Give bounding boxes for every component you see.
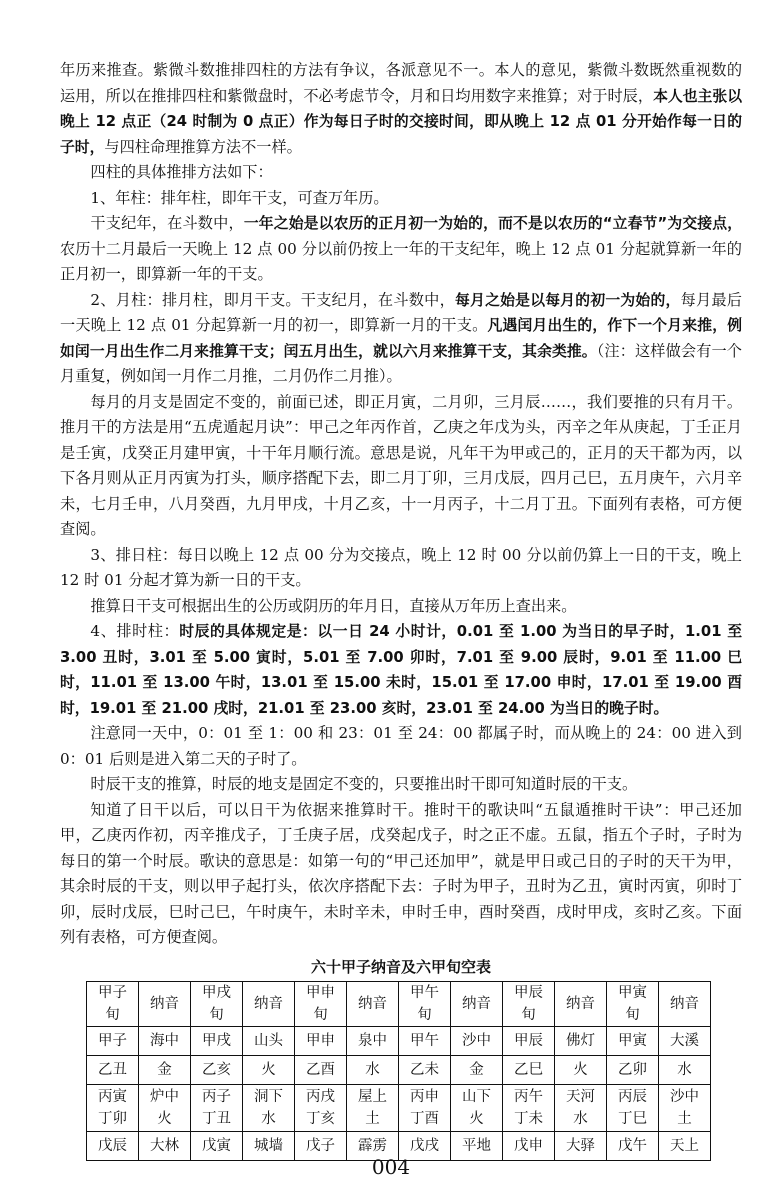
table-cell-text: 纳音 <box>566 995 595 1012</box>
table-cell-text: 戊子 <box>306 1137 335 1154</box>
table-cell-text: 丙寅 <box>98 1088 127 1105</box>
table-cell <box>295 1026 347 1055</box>
paragraph <box>60 58 742 160</box>
table-cell-text: 旬 <box>625 1006 640 1023</box>
table-cell-text: 丁亥 <box>306 1110 335 1127</box>
table-cell <box>607 1026 659 1055</box>
table-cell-text: 乙未 <box>410 1061 439 1078</box>
table-title: 六十甲子纳音及六甲旬空表 <box>310 957 491 976</box>
table-cell <box>191 1055 243 1084</box>
table-cell-text: 戊辰 <box>98 1137 127 1154</box>
table-cell <box>347 1084 399 1131</box>
table-cell-text: 金 <box>157 1061 172 1078</box>
table-cell-text: 甲寅 <box>618 984 647 1001</box>
table-cell-text: 甲子 <box>98 984 127 1001</box>
jiazi-nayin-table <box>86 981 711 1161</box>
table-header-cell <box>503 981 555 1026</box>
table-cell-text: 沙中 <box>670 1088 699 1105</box>
table-cell <box>295 1084 347 1131</box>
table-cell <box>243 1055 295 1084</box>
table-cell <box>347 1026 399 1055</box>
table-cell-text: 戊午 <box>618 1137 647 1154</box>
table-cell-text: 沙中 <box>462 1032 491 1049</box>
table-cell-text: 土 <box>365 1110 380 1127</box>
table-cell <box>555 1026 607 1055</box>
table-header-cell <box>87 981 139 1026</box>
text-run: （注：这样做会有一个月重复，例如闰一月作二月推，二月仍作二月推）。 <box>60 341 742 385</box>
table-header-cell <box>451 981 503 1026</box>
table-row <box>87 1084 711 1131</box>
table-cell-text: 炉中 <box>150 1088 179 1105</box>
table-header-cell <box>139 981 191 1026</box>
document-page <box>60 58 742 1161</box>
table-cell <box>243 1026 295 1055</box>
text-run: 干支纪年，在斗数中， <box>90 214 244 232</box>
table-cell-text: 旬 <box>209 1006 224 1023</box>
table-cell-text: 平地 <box>462 1137 491 1154</box>
table-header-cell <box>295 981 347 1026</box>
text-run: 4、排时柱： <box>90 622 180 640</box>
table-header-cell <box>347 981 399 1026</box>
table-cell <box>191 1026 243 1055</box>
table-cell-text: 水 <box>677 1061 692 1078</box>
table-cell <box>87 1084 139 1131</box>
table-cell-text: 戊申 <box>514 1137 543 1154</box>
table-cell-text: 甲辰 <box>514 1032 543 1049</box>
table-cell-text: 火 <box>157 1110 172 1127</box>
table-cell <box>191 1084 243 1131</box>
table-cell-text: 甲子 <box>98 1032 127 1049</box>
table-cell <box>555 1055 607 1084</box>
table-cell-text: 丁未 <box>514 1110 543 1127</box>
page-number: 004 <box>371 1155 411 1179</box>
table-cell-text: 纳音 <box>670 995 699 1012</box>
paragraph <box>60 543 742 594</box>
table-cell <box>139 1055 191 1084</box>
table-cell-text: 纳音 <box>150 995 179 1012</box>
table-cell <box>295 1055 347 1084</box>
table-cell-text: 海中 <box>150 1032 179 1049</box>
table-cell-text: 霹雳 <box>358 1137 387 1154</box>
paragraph <box>60 288 742 390</box>
table-cell-text: 大驿 <box>566 1137 595 1154</box>
bold-text-run: 每月之始是以每月的初一为始的， <box>455 291 681 309</box>
table-cell-text: 火 <box>261 1061 276 1078</box>
table-cell-text: 金 <box>469 1061 484 1078</box>
table-cell <box>503 1055 555 1084</box>
table-cell-text: 纳音 <box>462 995 491 1012</box>
table-cell <box>139 1084 191 1131</box>
table-cell-text: 佛灯 <box>566 1032 595 1049</box>
table-cell-text: 屋上 <box>358 1088 387 1105</box>
table-header-cell <box>555 981 607 1026</box>
text-run: 农历十二月最后一天晚上 12 点 00 分以前仍按上一年的干支纪年，晚上 12 点 01 分起就算新一年的正月初一，即算新一年的干支。 <box>60 239 742 283</box>
table-cell-text: 丙午 <box>514 1088 543 1105</box>
paragraph <box>60 798 742 951</box>
text-run: 时辰干支的推算，时辰的地支是固定不变的，只要推出时干即可知道时辰的干支。 <box>90 775 638 793</box>
table-cell-text: 甲午 <box>410 1032 439 1049</box>
text-run: 每月最后一天晚上 12 点 01 分起算新一月的初一，即算新一月的干支。 <box>60 290 742 334</box>
table-cell-text: 甲戌 <box>202 1032 231 1049</box>
text-run: 四柱的具体推排方法如下： <box>90 163 273 181</box>
table-cell <box>607 1055 659 1084</box>
table-cell-text: 纳音 <box>358 995 387 1012</box>
table-cell-text: 水 <box>573 1110 588 1127</box>
table-cell <box>347 1055 399 1084</box>
table-header-cell <box>243 981 295 1026</box>
table-cell <box>451 1055 503 1084</box>
table-cell-text: 旬 <box>313 1006 328 1023</box>
text-run: 3、排日柱：每日以晚上 12 点 00 分为交接点，晚上 12 时 00 分以前仍算上一日的干支，晚上 12 时 01 分起才算为新一日的干支。 <box>60 545 742 589</box>
table-cell-text: 甲申 <box>306 1032 335 1049</box>
table-cell <box>139 1026 191 1055</box>
text-run: 注意同一天中，0：01 至 1：00 和 23：01 至 24：00 都属子时，而从晚上的 24：00 进入到 0：01 后则是进入第二天的子时了。 <box>60 724 742 768</box>
table-cell-text: 丙子 <box>202 1088 231 1105</box>
table-cell-text: 旬 <box>417 1006 432 1023</box>
paragraph <box>60 721 742 772</box>
table-cell-text: 旬 <box>105 1006 120 1023</box>
table-cell-text: 乙卯 <box>618 1061 647 1078</box>
text-run: 年历来推查。紫微斗数推排四柱的方法有争议，各派意见不一。本人的意见，紫微斗数既然重视数的运用，所以在推排四柱和紫微盘时，不必考虑节令，月和日均用数字来推算；对于时辰， <box>60 61 742 105</box>
text-run: 1、年柱：排年柱，即年干支，可查万年历。 <box>90 188 389 207</box>
table-cell-text: 洞下 <box>254 1088 283 1105</box>
paragraph <box>60 772 742 798</box>
table-cell <box>243 1084 295 1131</box>
table-cell-text: 乙亥 <box>202 1061 231 1078</box>
table-cell <box>659 1055 711 1084</box>
table-cell <box>451 1084 503 1131</box>
table-header-cell <box>191 981 243 1026</box>
text-run: 2、月柱：排月柱，即月干支。干支纪月，在斗数中， <box>90 290 456 309</box>
body-text <box>60 58 742 951</box>
table-cell <box>503 1084 555 1131</box>
table-cell <box>87 1055 139 1084</box>
table-cell <box>87 1026 139 1055</box>
table-cell-text: 戊寅 <box>202 1137 231 1154</box>
table-cell-text: 丁巳 <box>618 1110 647 1127</box>
table-cell-text: 丁丑 <box>202 1110 231 1127</box>
bold-text-run: 凡遇闰月出生的，作下一个月来推，例如闰一月出生作二月来推算干支；闰五月出生，就以六月来推算干支，其余类推。 <box>60 317 742 360</box>
table-cell-text: 旬 <box>521 1006 536 1023</box>
table-header-cell <box>607 981 659 1026</box>
table-cell-text: 甲寅 <box>618 1032 647 1049</box>
table-header-cell <box>399 981 451 1026</box>
table-header-row <box>87 981 711 1026</box>
table-cell-text: 山头 <box>254 1032 283 1049</box>
table-cell-text: 水 <box>261 1110 276 1127</box>
table-row <box>87 1055 711 1084</box>
table-cell-text: 甲申 <box>306 984 335 1001</box>
table-cell <box>503 1026 555 1055</box>
paragraph <box>60 594 742 620</box>
table-cell-text: 火 <box>469 1110 484 1127</box>
paragraph <box>60 160 742 186</box>
table-cell-text: 泉中 <box>358 1032 387 1049</box>
table-cell-text: 天上 <box>670 1137 699 1154</box>
table-cell-text: 甲辰 <box>514 984 543 1001</box>
paragraph <box>60 619 742 721</box>
table-cell <box>607 1084 659 1131</box>
bold-text-run: 时辰的具体规定是：以一日 24 小时计，0.01 至 1.00 为当日的早子时，1.01 至 3.00 丑时，3.01 至 5.00 寅时，5.01 至 7.00 卯时，7.01 至 9.00 辰时，9.01 至 11.00 巳时，11.01 至 13.00 午时，13.01 至 15.00 未时，15.01 至 17.00 申时，17.01 至 19.00 酉时，19.01 至 21.00 戌时，21.01 至 23.00 亥时，23.01 至 24.00 为当日的晚子时。 <box>60 623 742 717</box>
table-cell <box>399 1084 451 1131</box>
table-row <box>87 1026 711 1055</box>
table-cell-text: 纳音 <box>254 995 283 1012</box>
table-cell-text: 大溪 <box>670 1032 699 1049</box>
table-cell-text: 土 <box>677 1110 692 1127</box>
bold-text-run: 本人也主张以晚上 12 点正（24 时制为 0 点正）作为每日子时的交接时间，即从晚上 12 点 01 分开始作每一日的子时， <box>60 87 742 156</box>
table-cell-text: 甲戌 <box>202 984 231 1001</box>
table-cell <box>399 1055 451 1084</box>
table-cell-text: 丁酉 <box>410 1110 439 1127</box>
text-run: 与四柱命理推算方法不一样。 <box>104 137 302 156</box>
text-run: 推算日干支可根据出生的公历或阴历的年月日，直接从万年历上查出来。 <box>90 596 577 615</box>
text-run: 每月的月支是固定不变的，前面已述，即正月寅，二月卯，三月辰……，我们要推的只有月干。推月干的方法是用“五虎遁起月诀”：甲己之年丙作首，乙庚之年戊为头，丙辛之年从庚起，丁壬正月是壬寅，戊癸正月建甲寅，十干年月顺行流。意思是说，凡年干为甲或己的，正月的天干都为丙，以下各月则从正月丙寅为打头，顺序搭配下去，即二月丁卯，三月戊辰，四月己巳，五月庚午，六月辛未，七月壬申，八月癸酉，九月甲戌，十月乙亥，十一月丙子，十二月丁丑。下面列有表格，可方便查阅。 <box>60 392 742 538</box>
table-cell <box>659 1026 711 1055</box>
table-header-cell <box>659 981 711 1026</box>
table-cell-text: 丙辰 <box>618 1088 647 1105</box>
table-cell-text: 丙申 <box>410 1088 439 1105</box>
table-cell-text: 火 <box>573 1061 588 1078</box>
table-cell-text: 山下 <box>462 1088 491 1105</box>
bold-text-run: 一年之始是以农历的正月初一为始的，而不是以农历的“立春节”为交接点， <box>243 215 743 232</box>
table-cell-text: 天河 <box>566 1088 595 1105</box>
table-cell <box>451 1026 503 1055</box>
table-cell <box>659 1084 711 1131</box>
table-cell-text: 乙酉 <box>306 1061 335 1078</box>
text-run: 知道了日干以后，可以日干为依据来推算时干。推时干的歌诀叫“五鼠遁推时干诀”：甲己还加甲，乙庚丙作初，丙辛推戊子，丁壬庚子居，戊癸起戊子，时之正不虚。五鼠，指五个子时，子时为每日的第一个时辰。歌诀的意思是：如第一句的“甲己还加甲”，就是甲日或己日的子时的天干为甲，其余时辰的干支，则以甲子起打头，依次序搭配下去：子时为甲子，丑时为乙丑，寅时丙寅，卯时丁卯，辰时戊辰，巳时己巳，午时庚午，未时辛未，申时壬申，酉时癸酉，戌时甲戌，亥时乙亥。下面列有表格，可方便查阅。 <box>60 800 742 946</box>
table-cell-text: 水 <box>365 1061 380 1078</box>
paragraph <box>60 186 742 212</box>
table-cell-text: 城墙 <box>254 1137 283 1154</box>
table-cell-text: 丙戌 <box>306 1088 335 1105</box>
table-cell <box>399 1026 451 1055</box>
paragraph <box>60 390 742 543</box>
table-cell-text: 乙巳 <box>514 1061 543 1078</box>
table-cell <box>555 1084 607 1131</box>
paragraph <box>60 211 742 288</box>
table-cell-text: 戊戌 <box>410 1137 439 1154</box>
table-cell-text: 大林 <box>150 1137 179 1154</box>
table-cell-text: 甲午 <box>410 984 439 1001</box>
table-cell-text: 丁卯 <box>98 1110 127 1127</box>
table-cell-text: 乙丑 <box>98 1061 127 1078</box>
